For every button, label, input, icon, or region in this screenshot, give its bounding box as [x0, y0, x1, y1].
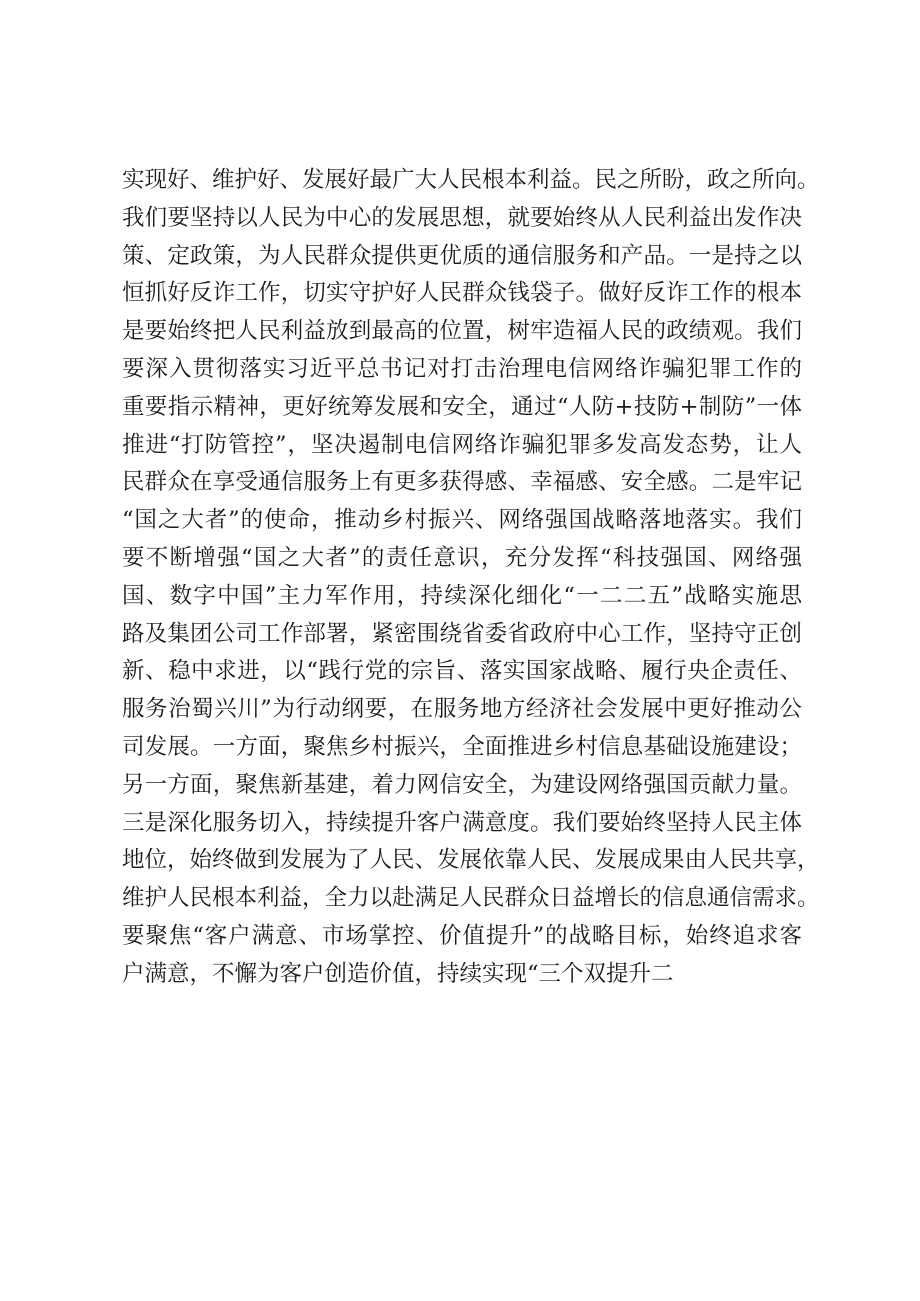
text-line-17: 另一方面，聚焦新基建，着力网信安全，为建设网络强国贡献力量。	[122, 771, 802, 798]
text-line-16: 司发展。一方面，聚焦乡村振兴，全面推进乡村信息基础设施建设；	[122, 733, 802, 760]
text-line-15: 服务治蜀兴川”为行动纲要，在服务地方经济社会发展中更好推动公	[122, 696, 802, 723]
text-line-18: 三是深化服务切入，持续提升客户满意度。我们要始终坚持人民主体	[122, 809, 802, 836]
text-line-5: 是要始终把人民利益放到最高的位置，树牢造福人民的政绩观。我们	[122, 318, 802, 345]
text-line-20: 维护人民根本利益，全力以赴满足人民群众日益增长的信息通信需求。	[122, 885, 820, 912]
text-line-2: 我们要坚持以人民为中心的发展思想，就要始终从人民利益出发作决	[122, 204, 802, 231]
text-line-9: 民群众在享受通信服务上有更多获得感、幸福感、安全感。二是牢记	[122, 469, 802, 496]
text-line-3: 策、定政策，为人民群众提供更优质的通信服务和产品。一是持之以	[122, 242, 802, 269]
text-line-22: 户满意，不懈为客户创造价值，持续实现“三个双提升二	[122, 960, 674, 987]
text-line-14: 新、稳中求进，以“践行党的宗旨、落实国家战略、履行央企责任、	[122, 658, 802, 685]
text-line-21: 要聚焦“客户满意、市场掌控、价值提升”的战略目标，始终追求客	[122, 922, 802, 949]
text-line-12: 国、数字中国”主力军作用，持续深化细化“一二二五”战略实施思	[122, 582, 802, 609]
text-line-6: 要深入贯彻落实习近平总书记对打击治理电信网络诈骗犯罪工作的	[122, 355, 802, 382]
text-line-11: 要不断增强“国之大者”的责任意识，充分发挥“科技强国、网络强	[122, 544, 802, 571]
text-line-1: 实现好、维护好、发展好最广大人民根本利益。民之所盼，政之所向。	[122, 167, 820, 193]
text-line-13: 路及集团公司工作部署，紧密围绕省委省政府中心工作，坚持守正创	[122, 620, 802, 647]
body-text	[122, 162, 820, 994]
text-line-7: 重要指示精神，更好统筹发展和安全，通过“人防+技防+制防”一体	[122, 393, 802, 420]
text-line-4: 恒抓好反诈工作，切实守护好人民群众钱袋子。做好反诈工作的根本	[122, 280, 802, 307]
text-line-8: 推进“打防管控”，坚决遏制电信网络诈骗犯罪多发高发态势，让人	[122, 431, 802, 458]
text-line-10: “国之大者”的使命，推动乡村振兴、网络强国战略落地落实。我们	[122, 507, 802, 534]
text-line-19: 地位，始终做到发展为了人民、发展依靠人民、发展成果由人民共享，	[122, 847, 820, 874]
